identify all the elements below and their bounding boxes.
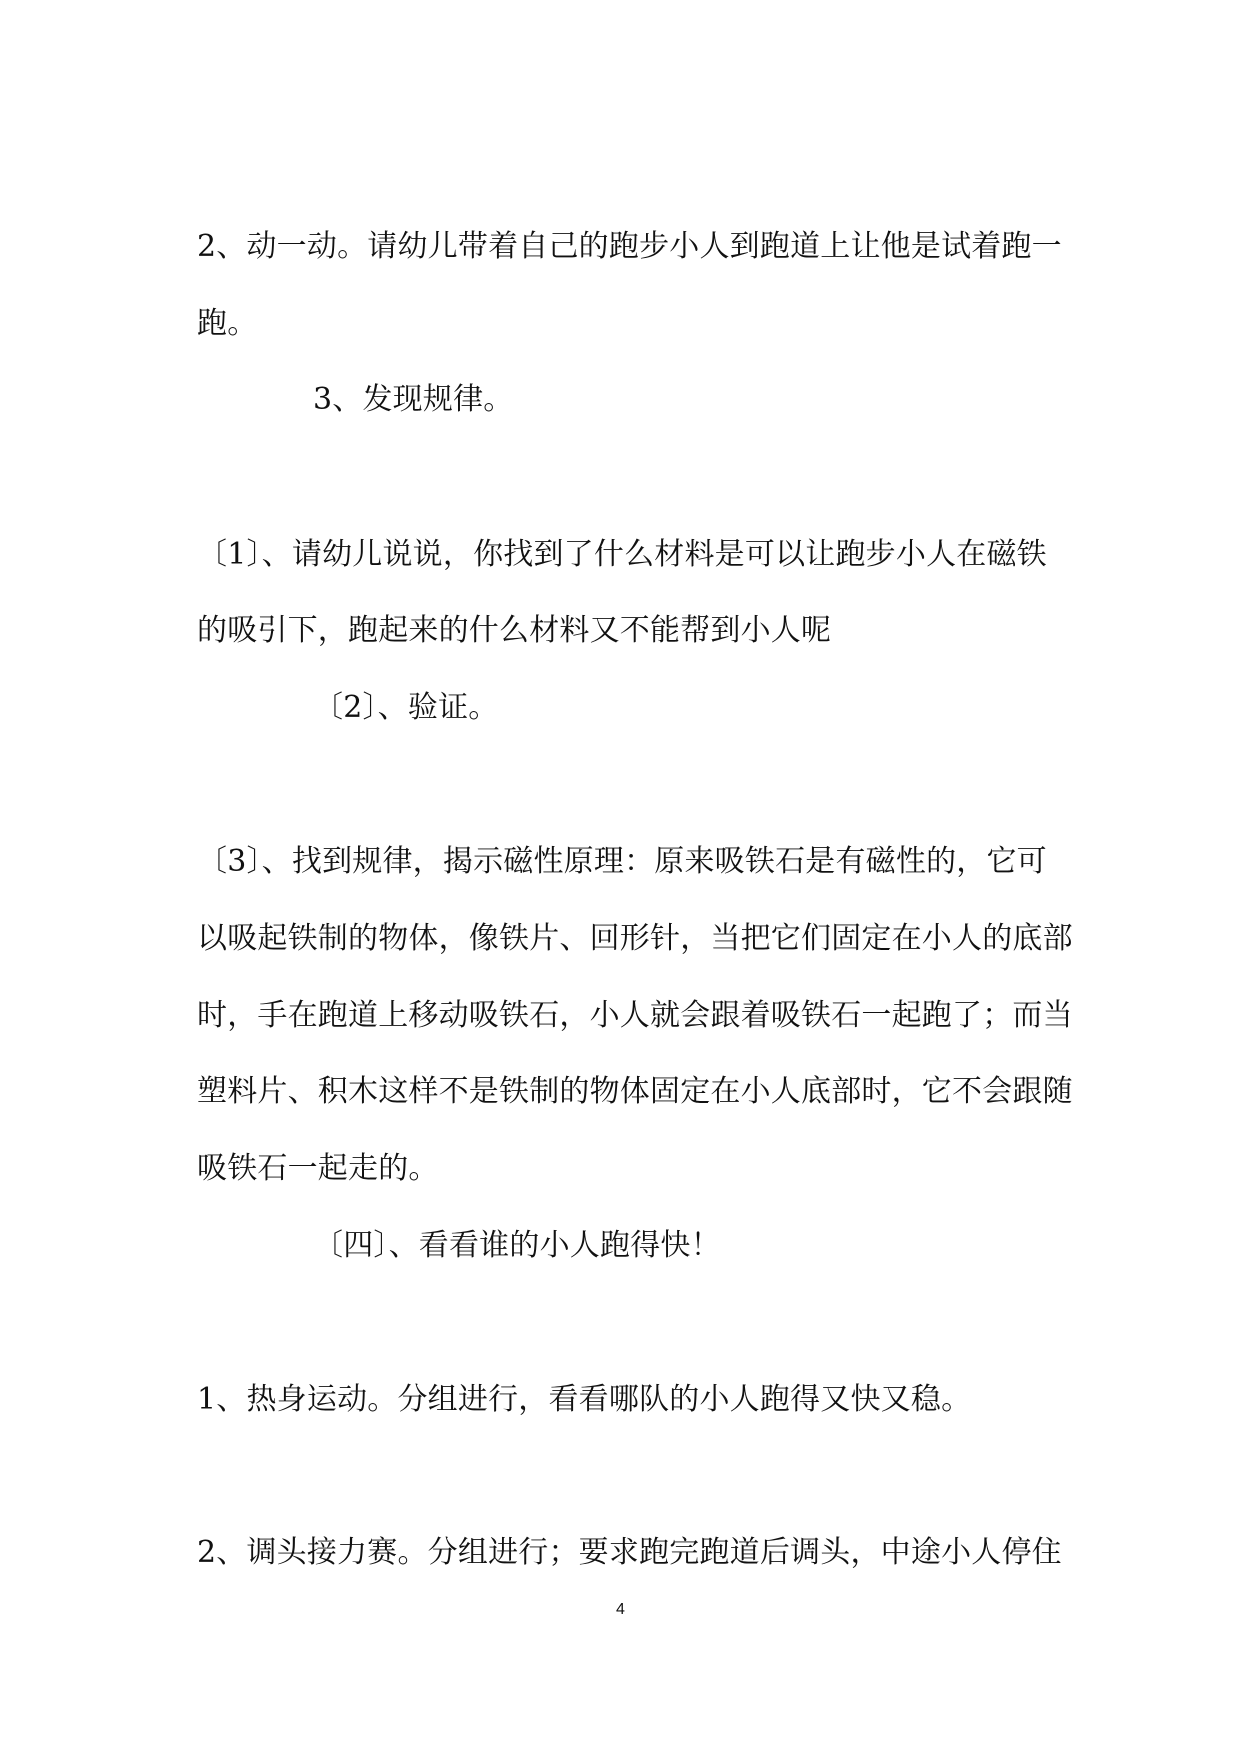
paragraph-line: 2、动一动。请幼儿带着自己的跑步小人到跑道上让他是试着跑一 xyxy=(197,229,1062,264)
paragraph-line: 〔1〕、请幼儿说说，你找到了什么材料是可以让跑步小人在磁铁 xyxy=(197,537,1047,572)
paragraph-line: 2、调头接力赛。分组进行；要求跑完跑道后调头，中途小人停住 xyxy=(197,1535,1062,1570)
paragraph-line: 的吸引下，跑起来的什么材料又不能帮到小人呢 xyxy=(197,613,832,648)
section-heading: 〔2〕、验证。 xyxy=(313,690,499,725)
paragraph-line: 以吸起铁制的物体，像铁片、回形针，当把它们固定在小人的底部 xyxy=(197,921,1073,956)
paragraph-line: 吸铁石一起走的。 xyxy=(197,1151,439,1186)
paragraph-line: 1、热身运动。分组进行，看看哪队的小人跑得又快又稳。 xyxy=(197,1382,972,1417)
paragraph-line: 〔3〕、找到规律，揭示磁性原理：原来吸铁石是有磁性的，它可 xyxy=(197,844,1047,879)
section-heading: 〔四〕、看看谁的小人跑得快！ xyxy=(313,1228,721,1263)
paragraph-line: 时，手在跑道上移动吸铁石，小人就会跟着吸铁石一起跑了；而当 xyxy=(197,998,1073,1033)
paragraph-line: 跑。 xyxy=(197,306,258,341)
section-heading: 3、发现规律。 xyxy=(313,382,514,417)
page-number: 4 xyxy=(616,1601,625,1618)
paragraph-line: 塑料片、积木这样不是铁制的物体固定在小人底部时，它不会跟随 xyxy=(197,1074,1073,1109)
